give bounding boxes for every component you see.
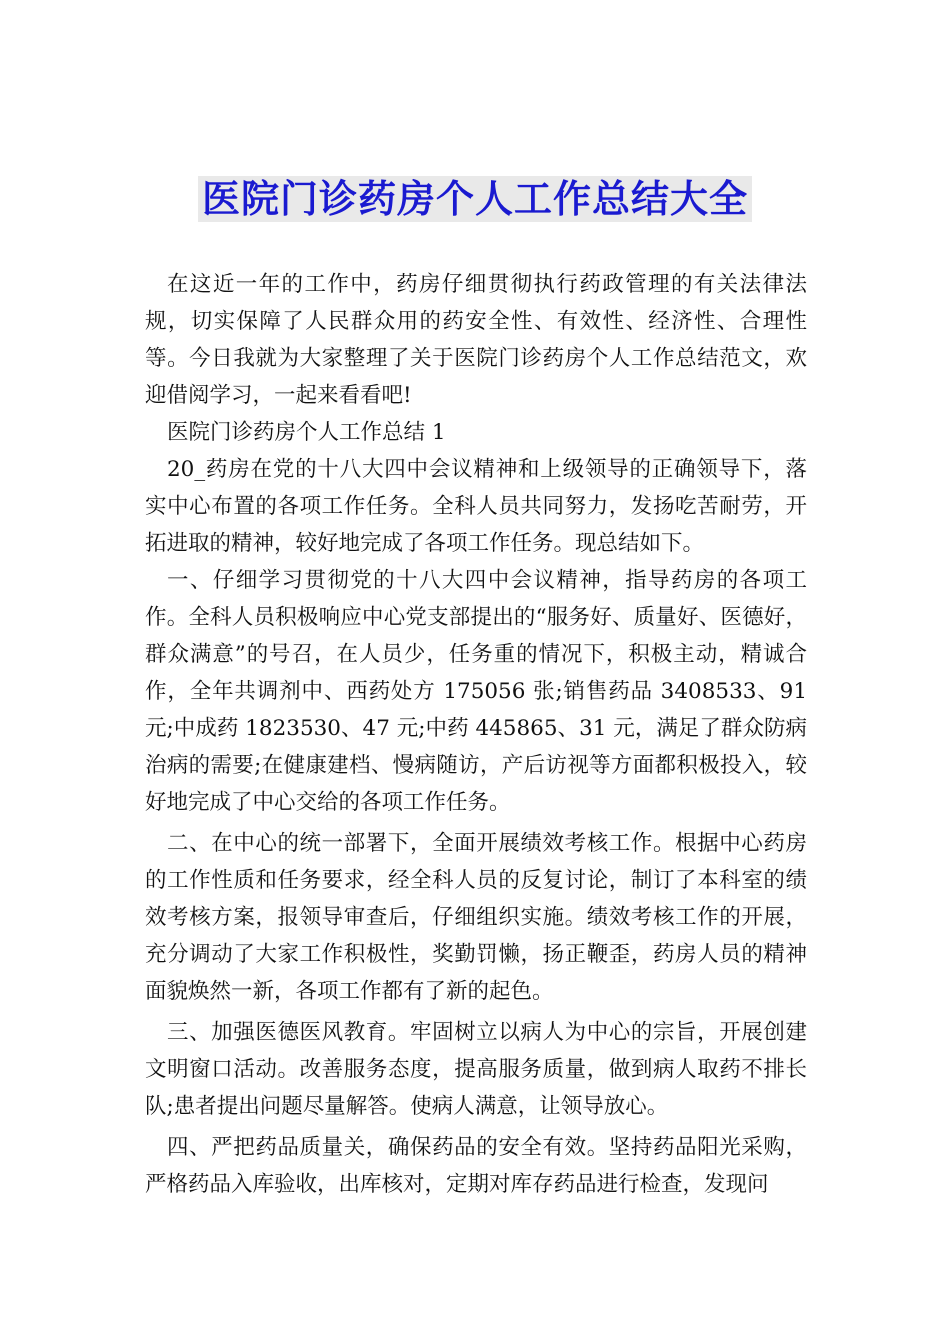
section-heading: 医院门诊药房个人工作总结 1 xyxy=(167,420,446,445)
document-title: 医院门诊药房个人工作总结大全 xyxy=(198,176,752,222)
intro-paragraph: 在这近一年的工作中，药房仔细贯彻执行药政管理的有关法律法规，切实保障了人民群众用的药安全性、有效性、经济性、合理性等。今日我就为大家整理了关于医院门诊药房个人工作总结范文，欢迎借阅学习，一起来看看吧! xyxy=(145,272,807,408)
body-paragraph: 20_药房在党的十八大四中会议精神和上级领导的正确领导下，落实中心布置的各项工作任务。全科人员共同努力，发扬吃苦耐劳，开拓进取的精神，较好地完成了各项工作任务。现总结如下。 xyxy=(145,457,807,556)
body-paragraph: 一、仔细学习贯彻党的十八大四中会议精神，指导药房的各项工作。全科人员积极响应中心党支部提出的“服务好、质量好、医德好，群众满意”的号召，在人员少，任务重的情况下，积极主动，精诚合作，全年共调剂中、西药处方 175056 张;销售药品 3408533、91 元;中成药 1823530、47 元;中药 445865、31 元，满足了群众防病治病的需要;在健康建档、慢病随访，产后访视等方面都积极投入，较好地完成了中心交给的各项工作任务。 xyxy=(145,568,807,815)
body-paragraph: 四、严把药品质量关，确保药品的安全有效。坚持药品阳光采购，严格药品入库验收，出库核对，定期对库存药品进行检查，发现问 xyxy=(145,1135,807,1197)
title-container xyxy=(0,176,950,222)
document-body xyxy=(145,266,807,1203)
body-paragraph: 三、加强医德医风教育。牢固树立以病人为中心的宗旨，开展创建文明窗口活动。改善服务态度，提高服务质量，做到病人取药不排长队;患者提出问题尽量解答。使病人满意，让领导放心。 xyxy=(145,1020,807,1119)
body-paragraph: 二、在中心的统一部署下，全面开展绩效考核工作。根据中心药房的工作性质和任务要求，经全科人员的反复讨论，制订了本科室的绩效考核方案，报领导审查后，仔细组织实施。绩效考核工作的开展，充分调动了大家工作积极性，奖勤罚懒，扬正鞭歪，药房人员的精神面貌焕然一新，各项工作都有了新的起色。 xyxy=(145,831,807,1004)
